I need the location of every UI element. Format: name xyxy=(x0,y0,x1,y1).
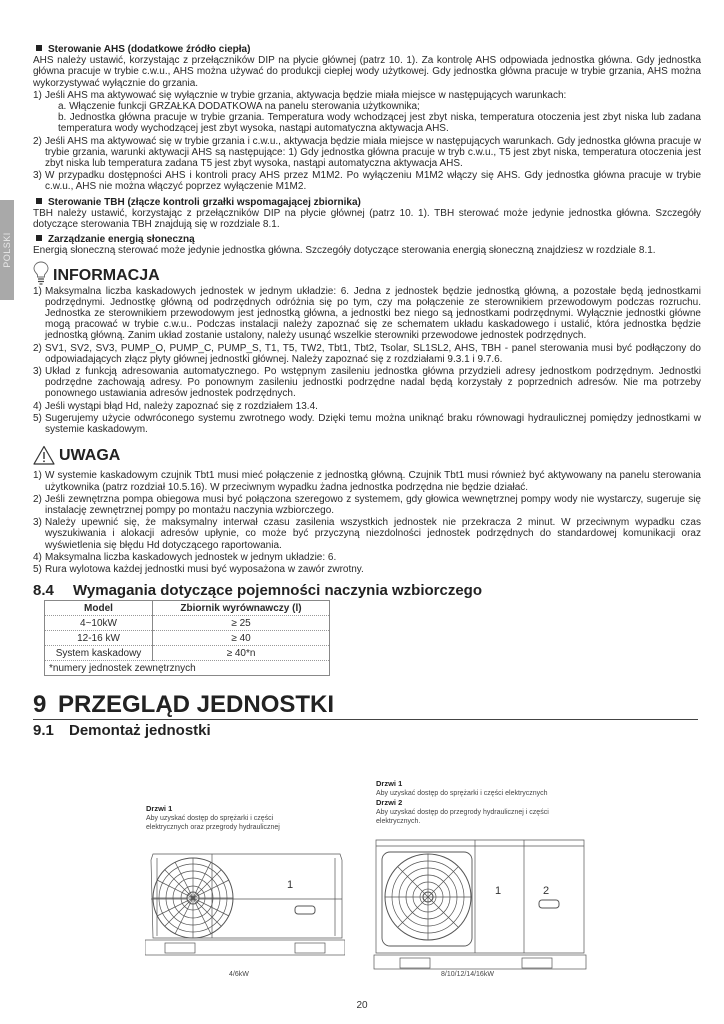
door-2-number: 2 xyxy=(543,885,550,897)
ahs-item-2: 2) Jeśli AHS ma aktywować się w trybie grzania i c.w.u., aktywacja będzie miała miejsce w następujących warunkach. Gdy jednostka główna pracuje w trybie grzania, warunki aktywacji AHS są następujące: 1) Gdy jednostka główna pracuje w tryb c.w.u., T5 jest zbyt niska, temperatura otoczenia jest zbyt niska lub temperatura zadana T5 jest zbyt wysoka, nastąpi automatyczna aktywacja AHS. xyxy=(33,135,701,170)
door2-description: Aby uzyskać dostęp do przegrody hydraulicznej i części elektrycznych. xyxy=(376,809,549,825)
door1-description: Aby uzyskać dostęp do sprężarki i części elektrycznych oraz przegrody hydraulicznej xyxy=(146,815,280,831)
table-cell: System kaskadowy xyxy=(45,646,153,661)
section-9-1-heading: 9.1 Demontaż jednostki xyxy=(33,722,211,740)
language-side-tab xyxy=(0,200,14,300)
table-cell: ≥ 40 xyxy=(153,631,330,646)
figure-left-caption: 4/6kW xyxy=(229,971,249,978)
warning-item-5: 5) Rura wylotowa każdej jednostki musi być wyposażona w zawór zwrotny. xyxy=(33,563,364,575)
warning-item-1: 1) W systemie kaskadowym czujnik Tbt1 musi mieć połączenie z jednostką główną. Czujnik Tbt1 musi również być aktywowany na panelu sterowania użytkownika (patrz rozdział 10.5.16). W przeciwnym wypadku żadna jednostka podrzędna nie będzie działać. xyxy=(33,470,701,493)
figure-right-caption: 8/10/12/14/16kW xyxy=(441,971,494,978)
bullet-square-icon xyxy=(36,198,42,204)
ahs-item-3: 3) W przypadku dostępności AHS i kontroli pracy AHS przez M1M2. Po wyłączeniu M1M2 włączy się AHS. Gdy jednostka główna pracuje w trybie c.w.u., AHS nie można włączyć poprzez wyłączenie M1M2. xyxy=(33,170,701,193)
ahs-heading: Sterowanie AHS (dodatkowe źródło ciepła) xyxy=(33,44,701,55)
heat-pump-8-16kw-drawing xyxy=(372,836,588,971)
door1-description: Aby uzyskać dostęp do sprężarki i części elektrycznych xyxy=(376,790,548,797)
warning-list xyxy=(33,470,701,575)
table-cell: 4~10kW xyxy=(45,616,153,631)
info-item-3: 3) Układ z funkcją adresowania automatycznego. Po wstępnym zasileniu jednostka główna przydzieli adresy jednostkom podrzędnym. Jednostki podrzędne zachowają adresy. Po ponownym zasileniu jednostki podrzędne nadal będą korzystały z poprzednich adresów. Nie ma potrzeby ponownego ustawiania adresów jednostek podrzędnych. xyxy=(33,366,701,400)
page-number: 20 xyxy=(356,1000,368,1011)
section-8-4-heading: 8.4 Wymagania dotyczące pojemności naczynia wzbiorczego xyxy=(33,582,483,600)
table-header-volume: Zbiornik wyrównawczy (l) xyxy=(153,601,330,616)
tbh-text: TBH należy ustawić, korzystając z przełączników DIP na płycie głównej (patrz 10. 1). TBH sterować może jedynie jednostka główna. Szczegóły dotyczące sterowania TBH znajdują się w rozdziale 8.1. xyxy=(33,207,701,231)
info-list xyxy=(33,286,701,436)
page-content xyxy=(33,41,701,740)
bullet-square-icon xyxy=(36,235,42,241)
door-1-number: 1 xyxy=(287,879,294,891)
warning-title: UWAGA xyxy=(59,447,121,465)
ahs-sub-a: a. Włączenie funkcji GRZAŁKA DODATKOWA na panelu sterowania użytkownika; xyxy=(58,101,420,113)
solar-text: Energią słoneczną sterować może jedynie jednostka główna. Szczegóły dotyczące sterowania energią słoneczną znajdziesz w rozdziale 8.1. xyxy=(33,245,656,257)
ahs-item-1: 1) Jeśli AHS ma aktywować się wyłącznie w trybie grzania, aktywacja będzie miała miejsce w następujących warunkach: a. Włączenie funkcji GRZAŁKA DODATKOWA na panelu sterowania użytkownika; b. Jednostka główna pracuje w trybie grzania. Temperatura wody wchodzącej jest zbyt niska, temperatura otoczenia jest zbyt niska lub zadana temperatura wody wychodzącej jest zbyt wysoka, nastąpi automatyczna aktywacja AHS. xyxy=(33,89,701,135)
table-cell: 12-16 kW xyxy=(45,631,153,646)
table-cell: ≥ 25 xyxy=(153,616,330,631)
door-1-number: 1 xyxy=(495,885,502,897)
figure-left-annotation xyxy=(146,804,316,832)
warning-triangle-icon xyxy=(33,445,55,465)
ahs-intro: AHS należy ustawić, korzystając z przełączników DIP na płycie głównej (patrz 10. 1). Za kontrolę AHS odpowiada jednostka główna. Gdy jednostka główna pracuje w trybie c.w.u., AHS można używać do produkcji ciepłej wody użytkowej. Gdy jednostka główna pracuje w trybie grzania, AHS można wykorzystywać wyłącznie do grzania. xyxy=(33,55,701,89)
solar-heading: Zarządzanie energią słoneczną xyxy=(33,234,701,245)
table-cell: ≥ 40*n xyxy=(153,646,330,661)
info-item-1: 1) Maksymalna liczba kaskadowych jednostek w jednym układzie: 6. Jedna z jednostek będzie jednostką główną, a pozostałe będą jednostkami podrzędnymi. Jednostkę główną od podrzędnych odróżnia się po tym, czy ma połączenie ze sterownikiem przewodowym podczas rozruchu. Jednostka ze sterownikiem przewodowym jest jednostką główna, a jednostki bez niego są jednostkami podrzędnymi. Wyłącznie jednostki główne mogą pracować w trybie c.w.u.. Podczas instalacji należy zapoznać się ze schematem układu kaskadowego i ustalić, która jednostka będzie jednostką główną. Zanim układ zostanie ustalony, należy usunąć wszelkie sterowniki przewodowe jednostek podrzędnych. xyxy=(33,285,701,342)
heat-pump-4-6kw-drawing xyxy=(145,850,345,965)
info-title: INFORMACJA xyxy=(53,266,160,284)
door2-label: Drzwi 2 xyxy=(376,798,403,807)
info-item-2: 2) SV1, SV2, SV3, PUMP_O, PUMP_C, PUMP_S, T1, T5, TW2, Tbt1, Tbt2, Tsolar, SL1SL2, AHS, TBH - panel sterowania musi być podłączony do odpowiadających złącz płyty głównej jednostki głównej. Należy zapoznać się z rozdziałami 9.3.1 i 9.7.6. xyxy=(33,342,701,365)
warning-item-2: 2) Jeśli zewnętrzna pompa obiegowa musi być połączona szeregowo z systemem, gdy głowica wewnętrznej pompy wody nie wystarczy, sugeruje się instalację zewnętrznej pompy po montażu naczynia wzbiorczego. xyxy=(33,493,701,516)
info-callout-header xyxy=(33,263,701,285)
warning-item-3: 3) Należy upewnić się, że maksymalny interwał czasu zasilenia wszystkich jednostek nie przekracza 2 minut. W przeciwnym wypadku czas wyszukiwania i alokacji adresów upłynie, co może być przyczyną niezdolności jednostek podrzędnych do standardowej komunikacji oraz wyświetlenia się błędu Hd dotyczącego raportowania. xyxy=(33,517,701,551)
ahs-list xyxy=(33,90,701,193)
figure-right-annotation xyxy=(376,779,586,826)
door1-label: Drzwi 1 xyxy=(376,779,403,788)
expansion-vessel-table xyxy=(44,600,330,676)
warning-item-4: 4) Maksymalna liczba kaskadowych jednostek w jednym układzie: 6. xyxy=(33,551,337,563)
info-item-4: 4) Jeśli wystąpi błąd Hd, należy zapoznać się z rozdziałem 13.4. xyxy=(33,400,318,412)
section-9-heading: 9 PRZEGLĄD JEDNOSTKI xyxy=(33,692,698,720)
ahs-sub-b: b. Jednostka główna pracuje w trybie grzania. Temperatura wody wchodzącej jest zbyt niska, temperatura otoczenia jest zbyt niska lub zadana temperatura wody wychodzącej jest zbyt wysoka, nastąpi automatyczna aktywacja AHS. xyxy=(58,112,701,135)
table-footnote: *numery jednostek zewnętrznych xyxy=(49,662,196,674)
lightbulb-icon xyxy=(33,261,49,285)
table-header-row xyxy=(45,601,330,616)
language-label: POLSKI xyxy=(2,232,12,268)
table-footnote-row xyxy=(45,661,330,676)
table-row xyxy=(45,646,330,661)
bullet-square-icon xyxy=(36,45,42,51)
warning-callout-header xyxy=(33,443,701,465)
table-header-model: Model xyxy=(45,601,153,616)
tbh-heading: Sterowanie TBH (złącze kontroli grzałki wspomagającej zbiornika) xyxy=(33,197,701,208)
table-row xyxy=(45,616,330,631)
table-row xyxy=(45,631,330,646)
door1-label: Drzwi 1 xyxy=(146,804,173,813)
info-item-5: 5) Sugerujemy użycie odwróconego systemu zwrotnego wody. Dzięki temu można uniknąć braku równowagi hydraulicznej pomiędzy jednostkami w systemie kaskadowym. xyxy=(33,412,701,436)
